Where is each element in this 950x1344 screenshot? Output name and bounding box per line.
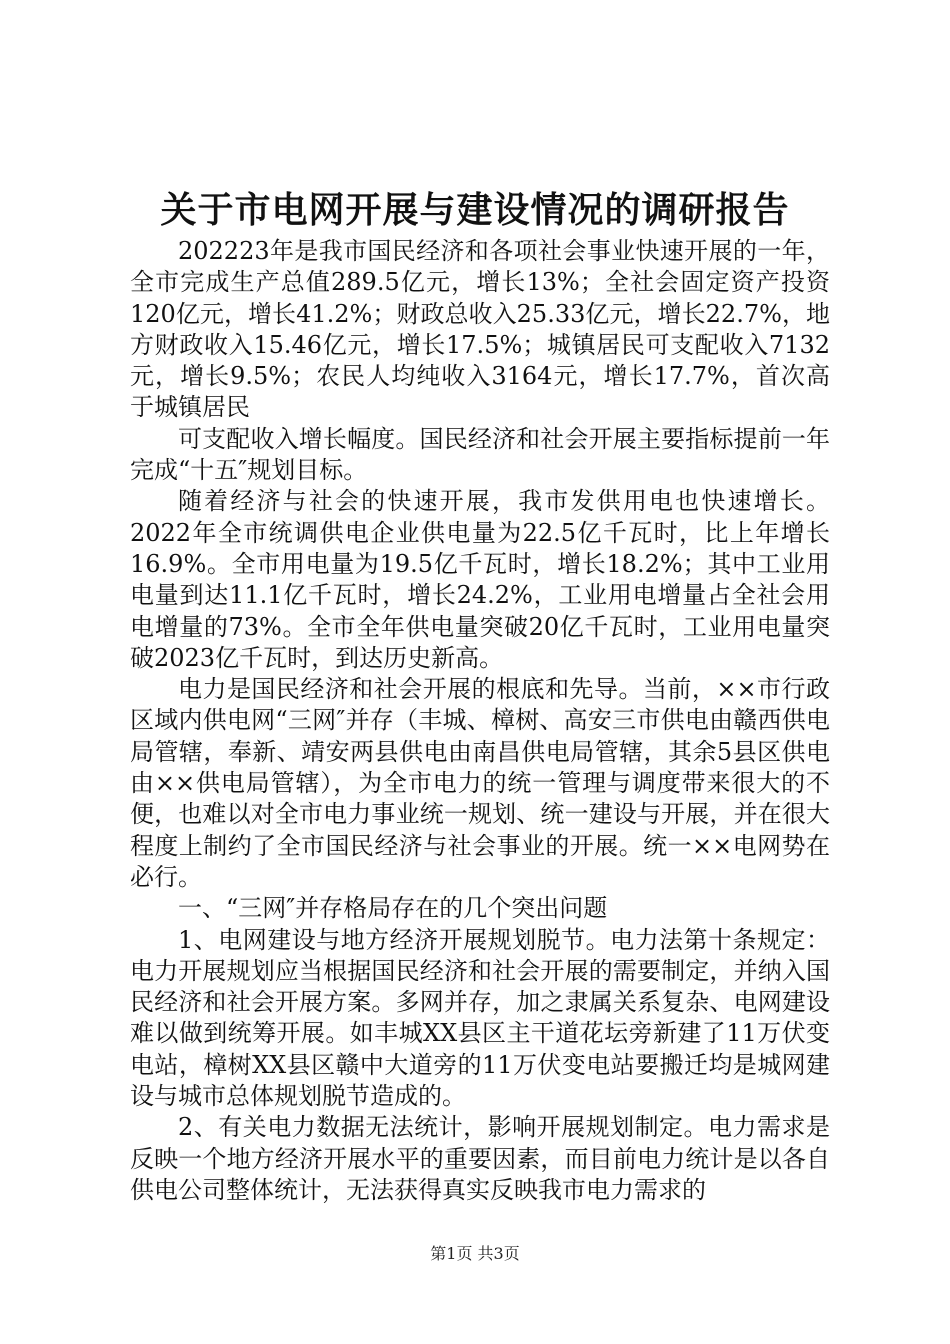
paragraph-electricity-growth: 随着经济与社会的快速开展，我市发供用电也快速增长。2022年全市统调供电企业供电量为22.5亿千瓦时，比上年增长16.9%。全市用电量为19.5亿千瓦时，增长18.2%；其中工业用电量到达11.1亿千瓦时，增长24.2%，工业用电增量占全社会用电增量的73%。全市全年供电量突破20亿千瓦时，工业用电量突破2023亿千瓦时，到达历史新高。 xyxy=(130,487,830,672)
section-heading-problems: 一、“三网″并存格局存在的几个突出问题 xyxy=(178,894,608,923)
page-number-footer: 第1页 共3页 xyxy=(430,1244,520,1263)
paragraph-three-grids: 电力是国民经济和社会开展的根底和先导。当前，××市行政区域内供电网“三网″并存（丰城、樟树、高安三市供电由赣西供电局管辖，奉新、靖安两县供电由南昌供电局管辖，其余5县区供电由××供电局管辖），为全市电力的统一管理与调度带来很大的不便，也难以对全市电力事业统一规划、统一建设与开展，并在很大程度上制约了全市国民经济与社会事业的开展。统一××电网势在必行。 xyxy=(130,675,830,891)
document-title: 关于市电网开展与建设情况的调研报告 xyxy=(160,189,790,231)
document-body xyxy=(130,236,830,1206)
paragraph-economy-overview: 202223年是我市国民经济和各项社会事业快速开展的一年，全市完成生产总值289.5亿元，增长13%；全社会固定资产投资120亿元，增长41.2%；财政总收入25.33亿元，增长22.7%，地方财政收入15.46亿元，增长17.5%；城镇居民可支配收入7132元，增长9.5%；农民人均纯收入3164元，增长17.7%，首次高于城镇居民 xyxy=(130,237,830,422)
paragraph-problem-2: 2、有关电力数据无法统计，影响开展规划制定。电力需求是反映一个地方经济开展水平的重要因素，而目前电力统计是以各自供电公司整体统计，无法获得真实反映我市电力需求的 xyxy=(130,1113,830,1204)
paragraph-income-growth: 可支配收入增长幅度。国民经济和社会开展主要指标提前一年完成“十五″规划目标。 xyxy=(130,424,830,485)
paragraph-problem-1: 1、电网建设与地方经济开展规划脱节。电力法第十条规定：电力开展规划应当根据国民经济和社会开展的需要制定，并纳入国民经济和社会开展方案。多网并存，加之隶属关系复杂、电网建设难以做到统筹开展。如丰城XX县区主干道花坛旁新建了11万伏变电站，樟树XX县区赣中大道旁的11万伏变电站要搬迁均是城网建设与城市总体规划脱节造成的。 xyxy=(130,925,830,1111)
